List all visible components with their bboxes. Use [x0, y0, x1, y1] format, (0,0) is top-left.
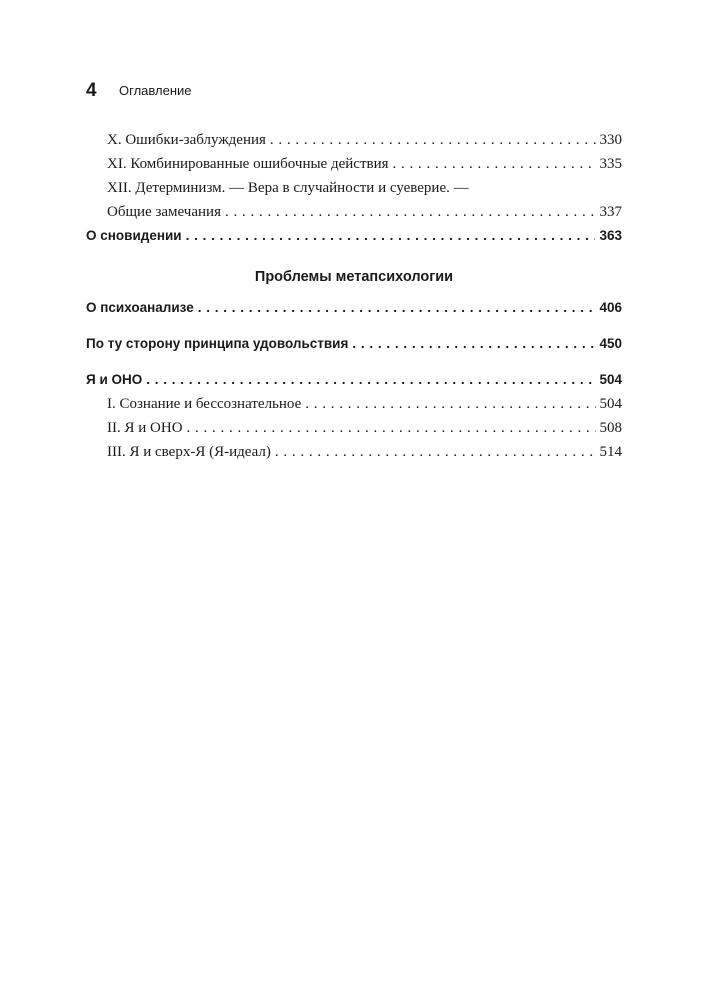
- section-heading: Проблемы метапсихологии: [254, 269, 454, 285]
- toc-entry-ii[interactable]: [86, 416, 622, 440]
- toc-entry-iii[interactable]: [86, 440, 622, 464]
- toc-entry-page: 504: [599, 396, 622, 412]
- toc-entry-page: 337: [599, 204, 622, 220]
- toc-entry-page: 504: [599, 372, 622, 387]
- toc-entry-title: О психоанализе: [86, 300, 194, 315]
- toc-entry-title: По ту сторону принципа удовольствия: [86, 336, 349, 351]
- toc-entry-title: III. Я и сверх-Я (Я-идеал): [107, 444, 271, 460]
- toc-entry-title: Я и ОНО: [86, 372, 143, 387]
- toc-entry-page: 514: [599, 444, 622, 460]
- dot-leader: [186, 224, 596, 248]
- dot-leader: [275, 440, 596, 464]
- toc-entry-title: XI. Комбинированные ошибочные действия: [107, 156, 389, 172]
- running-header: [86, 80, 192, 102]
- spacer: [86, 356, 622, 368]
- dot-leader: [393, 152, 596, 176]
- dot-leader: [270, 128, 596, 152]
- running-title: Оглавление: [119, 83, 192, 98]
- toc-entry-title: XII. Детерминизм. — Вера в случайности и суеверие. —: [107, 180, 469, 196]
- toc-entry-x[interactable]: [86, 128, 622, 152]
- toc-entry-o-snovidenii[interactable]: [86, 224, 622, 248]
- toc-entry-ya-i-ono[interactable]: [86, 368, 622, 392]
- toc-entry-page: 330: [599, 132, 622, 148]
- toc-entry-xi[interactable]: [86, 152, 622, 176]
- dot-leader: [146, 368, 595, 392]
- spacer: [86, 320, 622, 332]
- toc-entry-title: Общие замечания: [107, 204, 221, 220]
- dot-leader: [225, 200, 596, 224]
- toc-entry-page: 508: [599, 420, 622, 436]
- toc-entry-title: О сновидении: [86, 228, 182, 243]
- toc-entry-page: 450: [599, 336, 622, 351]
- dot-leader: [198, 296, 596, 320]
- page-number: 4: [86, 80, 97, 101]
- toc-entry-page: 363: [599, 228, 622, 243]
- dot-leader: [352, 332, 595, 356]
- toc-entry-xii-line1[interactable]: [86, 176, 622, 200]
- toc-entry-xii-line2[interactable]: [86, 200, 622, 224]
- toc-entry-i[interactable]: [86, 392, 622, 416]
- dot-leader: [305, 392, 595, 416]
- toc-entry-page: 406: [599, 300, 622, 315]
- toc-entry-title: II. Я и ОНО: [107, 420, 183, 436]
- dot-leader: [187, 416, 596, 440]
- toc-entry-page: 335: [599, 156, 622, 172]
- toc-entry-title: I. Сознание и бессознательное: [107, 396, 302, 412]
- toc-entry-title: X. Ошибки-заблуждения: [107, 132, 266, 148]
- toc-entry-po-tu-storonu[interactable]: [86, 332, 622, 356]
- toc-entry-o-psikhoanalize[interactable]: [86, 296, 622, 320]
- table-of-contents: [86, 128, 622, 464]
